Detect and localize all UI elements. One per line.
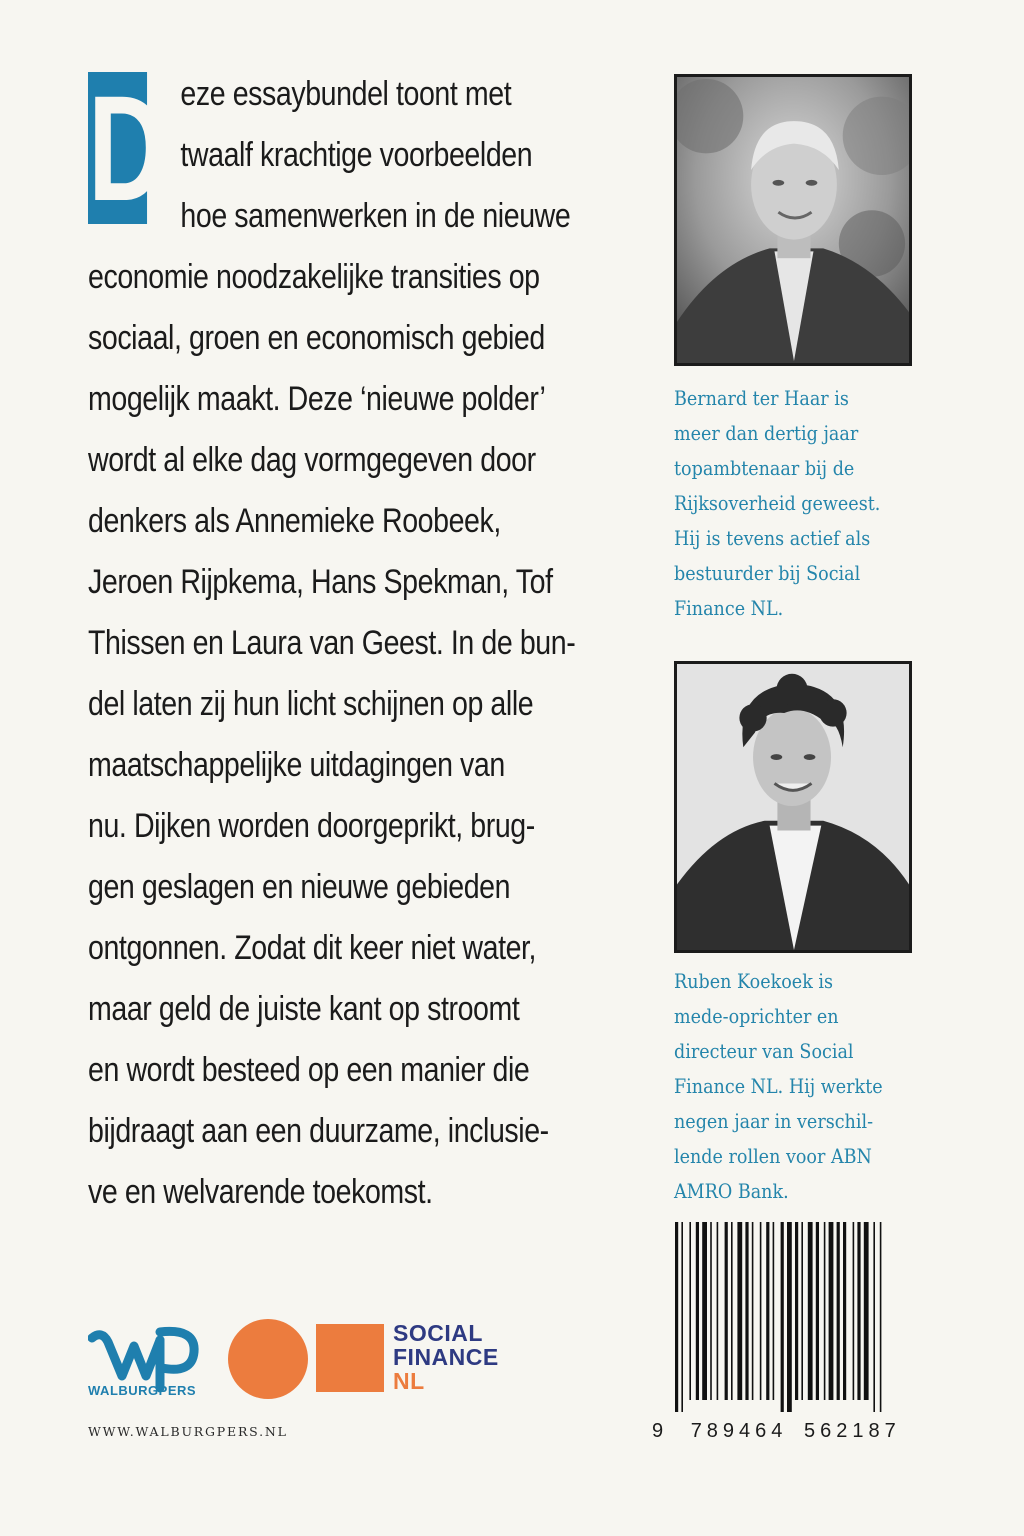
social-finance-circle-icon xyxy=(228,1319,308,1399)
barcode-bar xyxy=(880,1222,882,1412)
barcode-bar xyxy=(837,1222,840,1400)
barcode-bar xyxy=(737,1222,742,1400)
barcode-bar xyxy=(857,1222,860,1400)
bio-line: bestuurder bij Social xyxy=(674,562,861,585)
bio-line: lende rollen voor ABN xyxy=(674,1145,872,1168)
author-photo-2 xyxy=(674,661,912,953)
drop-cap-letter: D xyxy=(88,64,166,232)
isbn-group-1: 789464 xyxy=(690,1420,788,1442)
essay-line: nu. Dijken worden doorgeprikt, brug- xyxy=(88,807,535,845)
barcode-bar xyxy=(696,1222,699,1400)
author-bio-1 xyxy=(674,381,924,626)
bio-line: Finance NL. xyxy=(674,597,784,620)
essay-line: wordt al elke dag vormgegeven door xyxy=(88,441,536,479)
bio-line: Bernard ter Haar is xyxy=(674,387,849,410)
essay-line: bijdraagt aan een duurzame, inclusie- xyxy=(88,1112,549,1150)
essay-line: maar geld de juiste kant op stroomt xyxy=(88,990,520,1028)
barcode xyxy=(673,1222,915,1412)
bio-line: AMRO Bank. xyxy=(674,1180,789,1203)
barcode-bar xyxy=(752,1222,754,1400)
essay-line: twaalf krachtige voorbeelden xyxy=(180,136,533,174)
author-bio-2 xyxy=(674,964,924,1209)
bio-line: Hij is tevens actief als xyxy=(674,527,871,550)
bio-line: topambtenaar bij de xyxy=(674,457,855,480)
barcode-bar xyxy=(702,1222,707,1400)
essay-line: en wordt besteed op een manier die xyxy=(88,1051,530,1089)
bio-line: negen jaar in verschil- xyxy=(674,1110,874,1133)
barcode-bar xyxy=(795,1222,798,1400)
barcode-bar xyxy=(731,1222,733,1400)
isbn-number xyxy=(652,1420,902,1443)
barcode-bar xyxy=(717,1222,719,1400)
sf-line-finance: FINANCE xyxy=(393,1344,499,1370)
essay-line: denkers als Annemieke Roobeek, xyxy=(88,502,501,540)
bio-line: mede-oprichter en xyxy=(674,1005,839,1028)
barcode-bar xyxy=(781,1222,784,1412)
sf-line-social: SOCIAL xyxy=(393,1320,483,1346)
essay-line: eze essaybundel toont met xyxy=(180,75,512,113)
barcode-bar xyxy=(829,1222,834,1400)
essay-text xyxy=(88,64,648,1223)
barcode-bar xyxy=(745,1222,748,1400)
barcode-bar xyxy=(787,1222,792,1412)
barcode-bar xyxy=(873,1222,875,1412)
barcode-bar xyxy=(725,1222,728,1400)
barcode-bar xyxy=(801,1222,803,1400)
bio-line: meer dan dertig jaar xyxy=(674,422,859,445)
barcode-bar xyxy=(689,1222,691,1400)
bio-line: directeur van Social xyxy=(674,1040,854,1063)
isbn-group-2: 562187 xyxy=(804,1420,901,1442)
essay-line: gen geslagen en nieuwe gebieden xyxy=(88,868,511,906)
barcode-bar xyxy=(766,1222,769,1400)
barcode-bar xyxy=(816,1222,819,1400)
author-photo-1 xyxy=(674,74,912,366)
essay-line: ontgonnen. Zodat dit keer niet water, xyxy=(88,929,537,967)
barcode-bar xyxy=(773,1222,775,1400)
barcode-bar xyxy=(824,1222,826,1400)
barcode-bar xyxy=(760,1222,762,1400)
essay-line: sociaal, groen en economisch gebied xyxy=(88,319,545,357)
essay-line: Thissen en Laura van Geest. In de bun- xyxy=(88,624,576,662)
essay-line: hoe samenwerken in de nieuwe xyxy=(180,197,571,235)
barcode-bar xyxy=(710,1222,712,1400)
barcode-bar xyxy=(675,1222,678,1412)
barcode-bar xyxy=(853,1222,855,1400)
sf-line-nl: NL xyxy=(393,1368,425,1394)
bio-line: Rijksoverheid geweest. xyxy=(674,492,881,515)
barcode-bar xyxy=(808,1222,813,1400)
social-finance-square-icon xyxy=(316,1324,384,1392)
portrait-illustration xyxy=(677,664,909,950)
barcode-bar xyxy=(681,1222,683,1412)
bio-line: Ruben Koekoek is xyxy=(674,970,834,993)
barcode-bar xyxy=(864,1222,869,1400)
essay-line: mogelijk maakt. Deze ‘nieuwe polder’ xyxy=(88,380,546,418)
essay-line: ve en welvarende toekomst. xyxy=(88,1173,433,1211)
publisher-website: WWW.WALBURGPERS.NL xyxy=(88,1424,288,1439)
publisher-name: WALBURGPERS xyxy=(88,1383,197,1398)
isbn-prefix: 9 xyxy=(652,1420,669,1442)
essay-line: del laten zij hun licht schijnen op alle xyxy=(88,685,534,723)
essay-line: economie noodzakelijke transities op xyxy=(88,258,540,296)
barcode-bar xyxy=(843,1222,846,1400)
social-finance-logo-text xyxy=(393,1321,499,1393)
portrait-illustration xyxy=(677,77,909,363)
essay-line: Jeroen Rijpkema, Hans Spekman, Tof xyxy=(88,563,553,601)
bio-line: Finance NL. Hij werkte xyxy=(674,1075,883,1098)
essay-line: maatschappelijke uitdagingen van xyxy=(88,746,505,784)
